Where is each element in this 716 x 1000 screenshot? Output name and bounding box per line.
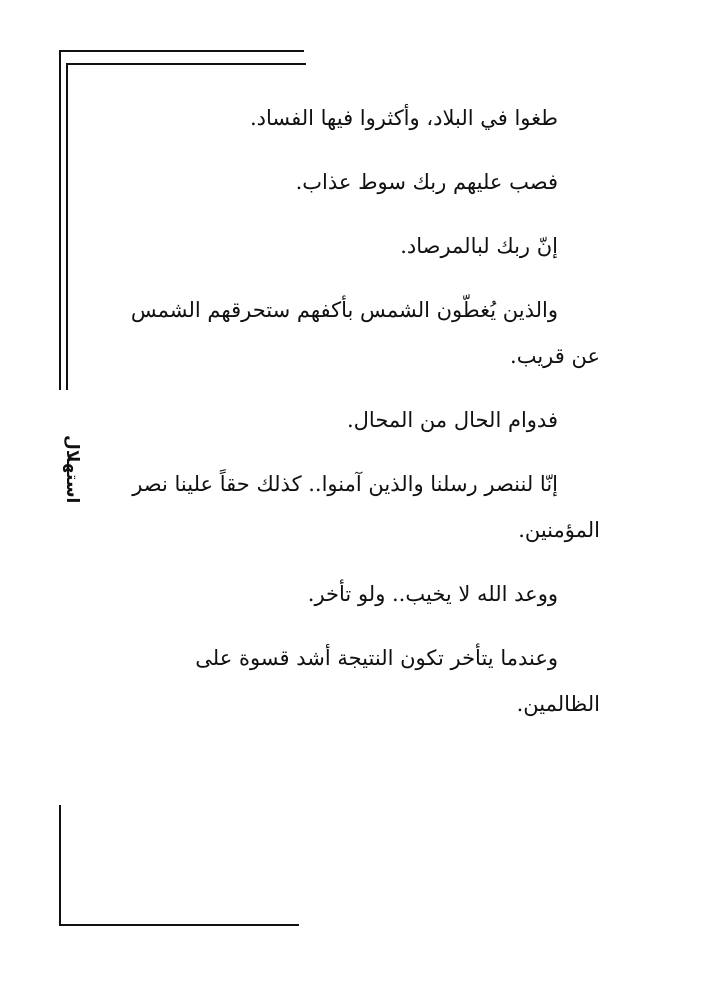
paragraph-5: فدوام الحال من المحال. bbox=[346, 408, 558, 432]
frame-left-outer-line bbox=[59, 50, 61, 390]
paragraph-3: إنّ ربك لبالمرصاد. bbox=[400, 234, 558, 258]
paragraph-8: وعندما يتأخر تكون النتيجة أشد قسوة على الظالمين. bbox=[195, 646, 600, 716]
section-title-vertical: استهلال bbox=[62, 435, 82, 504]
frame-left-inner-line bbox=[66, 63, 68, 390]
frame-bottom-left-line bbox=[59, 805, 61, 926]
paragraph-2: فصب عليهم ربك سوط عذاب. bbox=[295, 170, 558, 194]
paragraph-1: طغوا في البلاد، وأكثروا فيها الفساد. bbox=[249, 106, 558, 130]
frame-top-outer-line bbox=[59, 50, 304, 52]
frame-top-inner-line bbox=[66, 63, 306, 65]
paragraph-4: والذين يُغطّون الشمس بأكفهم ستحرقهم الشمس عن قريب. bbox=[130, 298, 600, 368]
poem-text-block bbox=[110, 95, 600, 745]
frame-bottom-line bbox=[59, 924, 299, 926]
paragraph-6: إنّا لننصر رسلنا والذين آمنوا.. كذلك حقاً علينا نصر المؤمنين. bbox=[132, 472, 600, 542]
paragraph-7: ووعد الله لا يخيب.. ولو تأخر. bbox=[307, 582, 558, 606]
